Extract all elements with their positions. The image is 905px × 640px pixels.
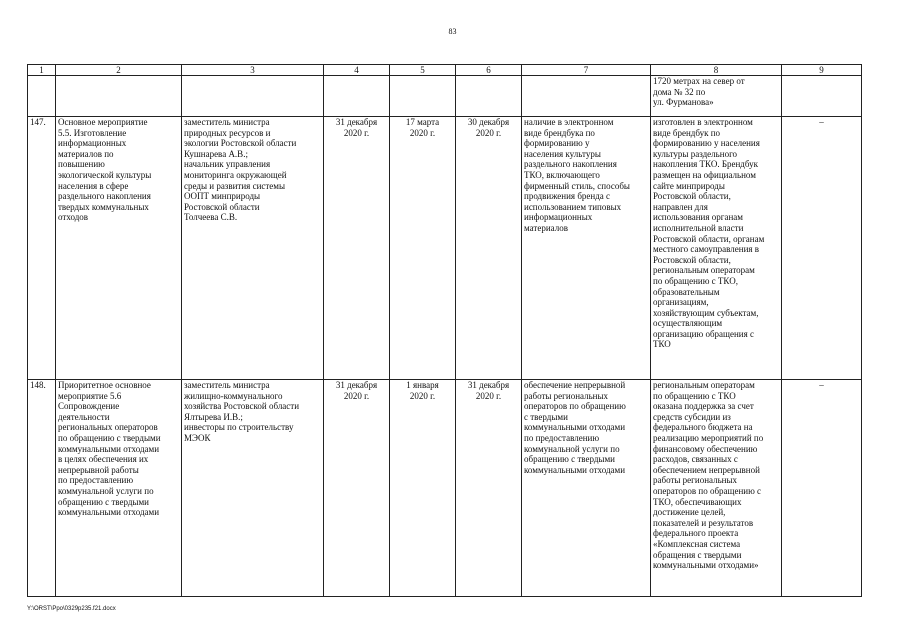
status-cell xyxy=(651,117,782,380)
document-table xyxy=(27,64,862,597)
activity-cell xyxy=(56,380,182,597)
result-text: наличие в электронном виде брендбука по формированию у населения культуры раздельного накопления ТКО, включающего фирменный стиль, способы продвижения бренда с использованием типовых информационных материалов xyxy=(524,117,630,233)
row-number-text: 147. xyxy=(30,117,46,127)
note-cell xyxy=(782,117,862,380)
page-number: 83 xyxy=(448,27,457,36)
column-header: 6 xyxy=(456,65,522,76)
activity-cell xyxy=(56,117,182,380)
activity-text: Приоритетное основное мероприятие 5.6 Сопровождение деятельности региональных операторов по обращению с твердыми коммунальными отходами в целях обеспечения их непрерывной работы по предоставлению коммунальной услуги по обращению с твердыми коммунальными отходами xyxy=(58,380,161,518)
table-cell xyxy=(182,76,324,117)
table-cell xyxy=(782,76,862,117)
result-cell xyxy=(522,380,651,597)
column-header: 9 xyxy=(782,65,862,76)
table-cell xyxy=(522,76,651,117)
column-header: 3 xyxy=(182,65,324,76)
table-cell xyxy=(651,76,782,117)
planned-date-text: 31 декабря 2020 г. xyxy=(335,117,378,138)
column-header: 1 xyxy=(28,65,56,76)
column-header: 7 xyxy=(522,65,651,76)
column-header: 8 xyxy=(651,65,782,76)
note-text: – xyxy=(819,380,824,390)
actual-start-cell xyxy=(390,117,456,380)
status-text: региональным операторам по обращению с ТКО оказана поддержка за счет средств субсидии из федерального бюджета на реализацию мероприятий по финансовому обеспечению расходов, связанных с обеспечением непрерывной работы региональных операторов по обращению с ТКО, обеспечивающих достижение целей, показателей и результатов федерального проекта «Комплексная система обращения с твердыми коммунальными отходами» xyxy=(653,380,764,571)
actual-start-text: 17 марта 2020 г. xyxy=(405,117,440,138)
status-cell xyxy=(651,380,782,597)
file-path-footer: Y:\ORST\Ppo\0329p235.f21.docx xyxy=(27,606,116,612)
continuation-row xyxy=(28,76,862,117)
planned-date-cell xyxy=(324,117,390,380)
actual-end-cell xyxy=(456,380,522,597)
column-header: 5 xyxy=(390,65,456,76)
actual-start-text: 1 января 2020 г. xyxy=(406,380,439,401)
table-cell xyxy=(28,76,56,117)
row-number-text: 148. xyxy=(30,380,46,390)
responsible-text: заместитель министра природных ресурсов и экологии Ростовской области Кушнарева А.В.; начальник управления мониторинга окружающей среды и развития системы ООПТ минприроды Ростовской области Толчеева С.В. xyxy=(184,117,297,223)
table-row xyxy=(28,117,862,380)
continuation-status-text: 1720 метрах на север от дома № 32 по ул. Фурманова» xyxy=(653,76,745,108)
table-cell xyxy=(456,76,522,117)
table-cell xyxy=(324,76,390,117)
actual-end-cell xyxy=(456,117,522,380)
column-number-row xyxy=(28,65,862,76)
note-text: – xyxy=(819,117,824,127)
table-cell xyxy=(390,76,456,117)
actual-start-cell xyxy=(390,380,456,597)
planned-date-text: 31 декабря 2020 г. xyxy=(335,380,378,401)
row-number xyxy=(28,117,56,380)
responsible-cell xyxy=(182,380,324,597)
column-header: 4 xyxy=(324,65,390,76)
table-row xyxy=(28,380,862,597)
responsible-cell xyxy=(182,117,324,380)
actual-end-text: 30 декабря 2020 г. xyxy=(467,117,510,138)
note-cell xyxy=(782,380,862,597)
actual-end-text: 31 декабря 2020 г. xyxy=(467,380,510,401)
planned-date-cell xyxy=(324,380,390,597)
result-cell xyxy=(522,117,651,380)
responsible-text: заместитель министра жилищно-коммунального хозяйства Ростовской области Ялтырева И.В.; инвесторы по строительству МЭОК xyxy=(184,380,300,443)
result-text: обеспечение непрерывной работы региональных операторов по обращению с твердыми коммунальными отходами по предоставлению коммунальной услуги по обращению с твердыми коммунальными отходами xyxy=(524,380,626,475)
table-cell xyxy=(56,76,182,117)
row-number xyxy=(28,380,56,597)
activity-text: Основное мероприятие 5.5. Изготовление информационных материалов по повышению экологической культуры населения в сфере раздельного накопления твердых коммунальных отходов xyxy=(58,117,152,223)
status-text: изготовлен в электронном виде брендбук по формированию у населения культуры раздельного накопления ТКО. Брендбук размещен на официальном сайте минприроды Ростовской области, направлен для использования органам исполнительной власти Ростовской области, органам местного самоуправления в Ростовской области, региональным операторам по обращению с ТКО, образовательным организациям, хозяйствующим субъектам, осуществляющим организацию обращения с ТКО xyxy=(653,117,765,350)
column-header: 2 xyxy=(56,65,182,76)
